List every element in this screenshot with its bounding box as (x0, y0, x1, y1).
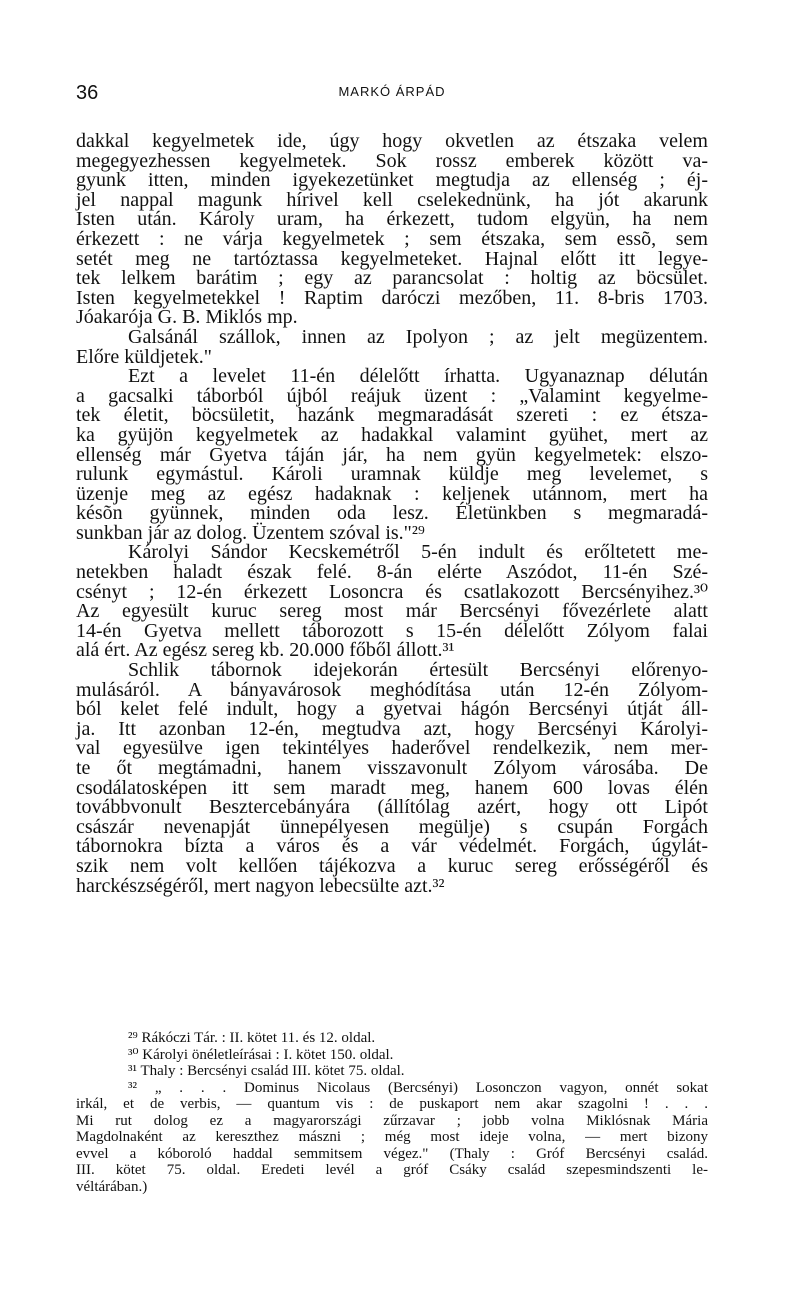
text-line: harckészségéről, mert nagyon lebecsülte azt.³² (76, 874, 445, 897)
text-line: ja. Itt azonban 12-én, megtudva azt, hogy Bercsényi Károlyi- (76, 717, 708, 740)
text-line: megegyezhessen kegyelmetek. Sok rossz emberek között va- (76, 149, 708, 172)
text-line: alá ért. Az egész sereg kb. 20.000 főből állott.³¹ (76, 639, 455, 662)
footnote-line: irkál, et de verbis, — quantum vis : de puskaport nem akar szagolni ! . . . (76, 1096, 708, 1112)
text-line: val egyesülve igen tekintélyes haderővel rendelkezik, nem mer- (76, 737, 708, 760)
text-line: te őt megtámadni, hanem visszavonult Zólyom városába. De (76, 757, 708, 779)
text-line: Károlyi Sándor Kecskemétről 5-én indult és erőltetett me- (128, 541, 708, 564)
text-line: Előre küldjetek." (76, 345, 212, 368)
text-line: Az egyesült kuruc sereg most már Bercsényi fővezérlete alatt (76, 600, 708, 623)
footnote-line: véltárában.) (76, 1178, 148, 1195)
text-line: csényt ; 12-én érkezett Losoncra és csatlakozott Bercsényihez.³⁰ (76, 580, 708, 603)
footnote-line: ²⁹ Rákóczi Tár. : II. kötet 11. és 12. oldal. (128, 1030, 376, 1046)
text-line: ellenség már Gyetva táján jár, ha nem gyün kegyelmetek: elszo- (76, 443, 708, 466)
footnote-line: ³¹ Thaly : Bercsényi család III. kötet 75. oldal. (128, 1063, 405, 1079)
text-line: üzenje meg az egész hadaknak : keljenek utánnom, mert ha (76, 482, 708, 505)
footnote-line: ³⁰ Károlyi önéletleírásai : I. kötet 150. oldal. (128, 1046, 394, 1063)
text-line: érkezett : ne várja kegyelmetek ; sem étszaka, sem essõ, sem (76, 227, 708, 250)
footnote-line: ³² „ . . . Dominus Nicolaus (Bercsényi) Losonczon vagyon, onnét sokat (128, 1079, 708, 1096)
text-line: ból kelet felé indult, hogy a gyetvai hágón Bercsényi útját áll- (76, 698, 708, 721)
text-line: mulásáról. A bányavárosok meghódítása után 12-én Zólyom- (76, 678, 708, 701)
text-line: Schlik tábornok idejekorán értesült Bercsényi előrenyo- (128, 659, 708, 682)
text-line: ka gyüjön kegyelmetek az hadakkal valamint gyühet, mert az (76, 423, 708, 446)
running-head: MARKÓ ÁRPÁD (338, 84, 446, 99)
text-line: késõn gyünnek, minden oda lesz. Életünkben s megmaradá- (76, 502, 708, 525)
text-line: Galsánál szállok, innen az Ipolyon ; az jelt megüzentem. (128, 325, 708, 348)
text-line: tábornokra bízta a város és a vár védelmét. Forgách, úgylát- (76, 835, 708, 858)
footnote-line: III. kötet 75. oldal. Eredeti levél a gróf Csáky család szepesmindszenti le- (76, 1162, 708, 1178)
text-line: tek életit, böcsületit, hazánk megmaradását szereti : ez étsza- (76, 404, 708, 427)
text-line: Ezt a levelet 11-én délelőtt írhatta. Ugyanaznap délután (128, 365, 708, 388)
text-line: sunkban jár az dolog. Üzentem szóval is."²⁹ (76, 521, 425, 544)
text-line: császár nevenapját ünnepélyesen megülje) s csupán Forgách (76, 815, 708, 838)
text-line: Isten kegyelmetekkel ! Raptim daróczi mezőben, 11. 8-bris 1703. (76, 286, 708, 309)
text-line: 14-én Gyetva mellett táborozott s 15-én délelőtt Zólyom falai (76, 619, 708, 642)
text-line: csodálatosképen itt sem maradt meg, hanem 600 lovas élén (76, 776, 708, 799)
footnote-line: Mi rut dolog ez a magyarországi zűrzavar ; jobb volna Miklósnak Mária (76, 1112, 708, 1129)
footnotes (76, 1030, 708, 1195)
page-header (76, 82, 708, 104)
text-line: netekben haladt észak felé. 8-án elérte Aszódot, 11-én Szé- (76, 561, 708, 584)
text-line: tek lelkem barátim ; egy az parancsolat : holtig az böcsület. (76, 267, 708, 290)
text-line: szik nem volt kellően tájékozva a kuruc sereg erősségéről és (76, 854, 708, 877)
text-line: dakkal kegyelmetek ide, úgy hogy okvetlen az étszaka velem (76, 130, 708, 152)
text-line: gyunk itten, minden igyekezetünket megtudja az ellenség ; éj- (76, 169, 708, 192)
footnote-line: Magdolnaként az kereszthez mászni ; még most ideje volna, — mert bizony (76, 1129, 708, 1145)
text-line: a gacsalki táborból újból reájuk üzent : „Valamint kegyelme- (76, 384, 708, 407)
text-line: Jóakarója G. B. Miklós mp. (76, 306, 298, 329)
text-line: továbbvonult Besztercebányára (állítólag azért, hogy ott Lipót (76, 796, 708, 819)
footnote-line: evvel a kóboroló haddal semmitsem végez." (Thaly : Gróf Bercsényi család. (76, 1145, 708, 1162)
text-line: jel nappal magunk hírivel kell cselekednünk, ha jót akarunk (76, 188, 708, 211)
text-line: rulunk egymástul. Károli uramnak küldje meg levelemet, s (76, 463, 708, 486)
page-number: 36 (76, 82, 99, 104)
text-line: setét meg ne tartóztassa kegyelmeteket. Hajnal előtt itt legye- (76, 247, 708, 270)
body-text (76, 132, 708, 896)
text-line: Isten után. Károly uram, ha érkezett, tudom elgyün, ha nem (76, 208, 708, 231)
